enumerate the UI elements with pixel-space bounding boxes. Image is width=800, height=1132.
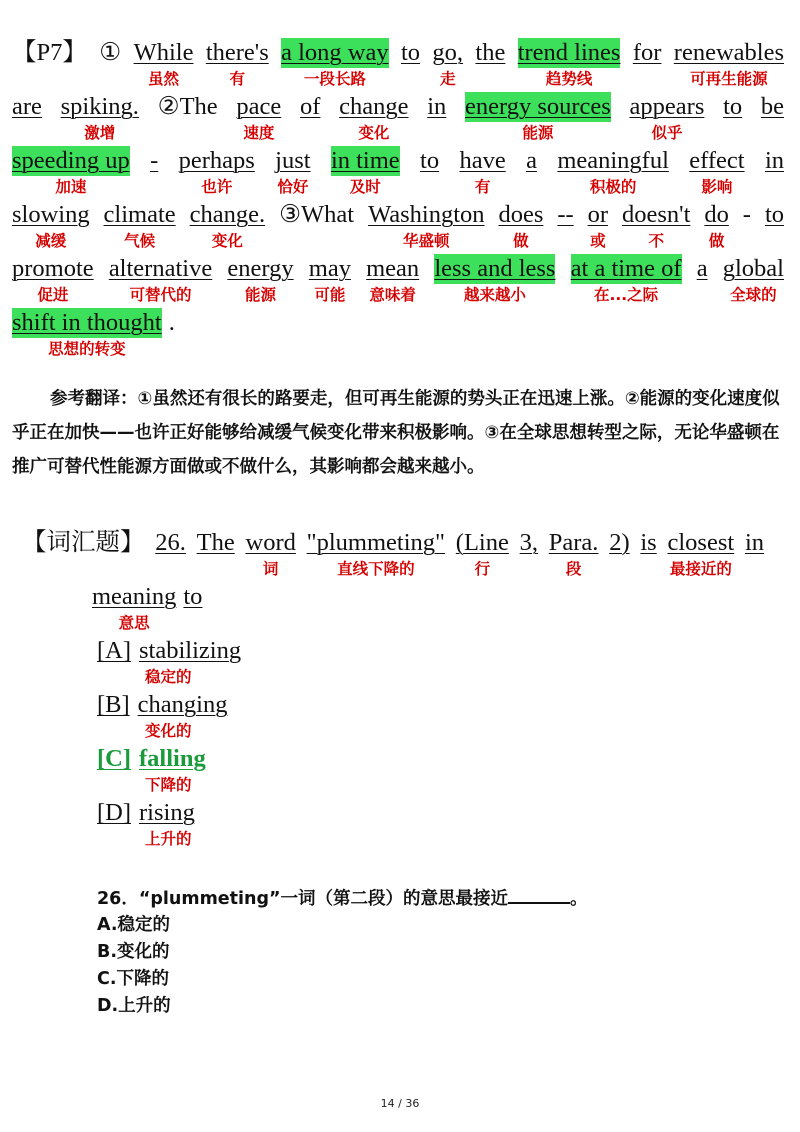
word: . xyxy=(168,309,175,336)
word: doesn't xyxy=(622,201,691,228)
word: slowing xyxy=(12,201,90,228)
word: closest xyxy=(667,529,735,556)
word-gloss: 意思 xyxy=(118,614,150,632)
word: climate xyxy=(103,201,176,228)
word-gloss: 行 xyxy=(474,560,491,578)
word-gloss: 变化 xyxy=(211,232,243,250)
word: pace xyxy=(236,93,282,120)
word: (Line xyxy=(455,529,509,556)
word-gloss: 减缓 xyxy=(35,232,67,250)
word: in time xyxy=(330,147,400,174)
word: a long way xyxy=(281,39,389,66)
word-gloss: 做 xyxy=(513,232,529,250)
option-word: stabilizing xyxy=(139,637,242,664)
word: in xyxy=(764,147,784,174)
word: 3, xyxy=(519,529,538,556)
word: - xyxy=(150,147,159,174)
word: to xyxy=(764,201,784,228)
word: appears xyxy=(629,93,705,120)
word: Para. xyxy=(548,529,599,556)
word: just xyxy=(275,147,311,174)
word-gloss: 加速 xyxy=(55,178,87,196)
word: shift in thought xyxy=(12,309,162,336)
word: 【P7】 xyxy=(12,39,87,66)
word-gloss: 影响 xyxy=(701,178,733,196)
word: in xyxy=(744,529,764,556)
word: spiking. xyxy=(60,93,139,120)
option-letter: [C] xyxy=(97,745,132,772)
word: 【词汇题】 xyxy=(22,529,145,556)
word: mean xyxy=(366,255,420,282)
word: to xyxy=(420,147,440,174)
word: "plummeting" xyxy=(306,529,446,556)
word: meaning xyxy=(92,583,177,610)
word-gloss: 可再生能源 xyxy=(690,70,768,88)
option-gloss: 上升的 xyxy=(145,830,192,848)
word-gloss: 全球的 xyxy=(730,286,777,304)
word-gloss: 有 xyxy=(229,70,246,88)
word: trend lines xyxy=(517,39,621,66)
option-word: rising xyxy=(139,799,195,826)
word: change. xyxy=(189,201,266,228)
word-gloss: 走 xyxy=(439,70,456,88)
word-gloss: 可能 xyxy=(314,286,346,304)
word-gloss: 不 xyxy=(648,232,664,250)
word-gloss: 或 xyxy=(590,232,606,250)
word-gloss: 速度 xyxy=(243,124,275,142)
reference-translation xyxy=(12,382,788,484)
word-gloss: 变化 xyxy=(358,124,390,142)
word: less and less xyxy=(434,255,556,282)
word-gloss: 做 xyxy=(708,232,725,250)
word-gloss: 最接近的 xyxy=(669,560,732,578)
option-gloss: 下降的 xyxy=(145,776,192,794)
word: speeding up xyxy=(12,147,130,174)
word-gloss: 气候 xyxy=(124,232,156,250)
word-gloss: 趋势线 xyxy=(545,70,593,88)
word: effect xyxy=(689,147,745,174)
word: energy xyxy=(227,255,294,282)
word: ③What xyxy=(279,201,355,228)
word: a xyxy=(526,147,537,174)
word-gloss: 似乎 xyxy=(651,124,683,142)
word: While xyxy=(133,39,194,66)
word: 26. xyxy=(155,529,186,556)
word: promote xyxy=(12,255,94,282)
answer-blank xyxy=(508,884,570,904)
translation-label: 参考翻译： xyxy=(50,389,138,409)
word: -- xyxy=(557,201,574,228)
word: ②The xyxy=(157,93,218,120)
word-gloss: 在...之际 xyxy=(594,286,659,304)
word: to xyxy=(723,93,743,120)
chinese-option: D.上升的 xyxy=(97,996,171,1016)
option-gloss: 稳定的 xyxy=(145,668,192,686)
word-gloss: 虽然 xyxy=(148,70,180,88)
word-gloss: 恰好 xyxy=(277,178,309,196)
word: energy sources xyxy=(465,93,611,120)
word-gloss: 华盛顿 xyxy=(403,232,450,250)
word-gloss: 能源 xyxy=(522,124,554,142)
word-gloss: 越来越小 xyxy=(463,286,526,304)
word: is xyxy=(640,529,657,556)
word: ① xyxy=(99,39,122,66)
word-gloss: 直线下降的 xyxy=(337,560,415,578)
option-letter: [D] xyxy=(97,799,132,826)
word: perhaps xyxy=(178,147,255,174)
option-word: changing xyxy=(137,691,228,718)
word: renewables xyxy=(673,39,784,66)
word: to xyxy=(183,583,203,610)
word: the xyxy=(475,39,506,66)
word: may xyxy=(308,255,351,282)
word: word xyxy=(245,529,296,556)
word: The xyxy=(196,529,235,556)
option-letter: [A] xyxy=(97,637,132,664)
option-gloss: 变化的 xyxy=(145,722,192,740)
word: there's xyxy=(205,39,269,66)
chinese-question-stem: 26．“plummeting”一词（第二段）的意思最接近 。 xyxy=(97,884,588,912)
word: meaningful xyxy=(557,147,669,174)
word: go, xyxy=(432,39,464,66)
word: alternative xyxy=(108,255,213,282)
word: does xyxy=(498,201,544,228)
word: global xyxy=(722,255,784,282)
option-word: falling xyxy=(139,745,206,772)
word-gloss: 也许 xyxy=(201,178,233,196)
word: a xyxy=(696,255,708,282)
word-gloss: 思想的转变 xyxy=(48,340,126,358)
word: do xyxy=(704,201,729,228)
word-gloss: 及时 xyxy=(349,178,381,196)
word-gloss: 段 xyxy=(565,560,582,578)
word: have xyxy=(459,147,506,174)
word: of xyxy=(300,93,321,120)
word-gloss: 激增 xyxy=(84,124,116,142)
word: to xyxy=(401,39,421,66)
chinese-option: B.变化的 xyxy=(97,942,170,962)
word-gloss: 积极的 xyxy=(589,178,637,196)
word-gloss: 有 xyxy=(474,178,491,196)
chinese-option: C.下降的 xyxy=(97,969,169,989)
word-gloss: 一段长路 xyxy=(303,70,366,88)
word-gloss: 可替代的 xyxy=(129,286,192,304)
word-gloss: 词 xyxy=(262,560,279,578)
word: are xyxy=(12,93,42,120)
word: 2) xyxy=(609,529,630,556)
word: at a time of xyxy=(570,255,682,282)
word-gloss: 能源 xyxy=(244,286,276,304)
word: or xyxy=(587,201,609,228)
translation-text: ①虽然还有很长的路要走，但可再生能源的势头正在迅速上涨。②能源的变化速度似乎正在加快——也许正好能够给减缓气候变化带来积极影响。③在全球思想转型之际，无论华盛顿在推广可替代性能源方面做或不做什么，其影响都会越来越小。 xyxy=(12,389,780,477)
word: - xyxy=(742,201,751,228)
word: change xyxy=(339,93,409,120)
word: Washington xyxy=(368,201,485,228)
option-letter: [B] xyxy=(97,691,130,718)
word: for xyxy=(632,39,662,66)
page-number: 14 / 36 xyxy=(380,1097,420,1110)
word-gloss: 促进 xyxy=(37,286,69,304)
word-gloss: 意味着 xyxy=(369,286,416,304)
word: be xyxy=(760,93,784,120)
chinese-option: A.稳定的 xyxy=(97,915,171,935)
word: in xyxy=(427,93,447,120)
